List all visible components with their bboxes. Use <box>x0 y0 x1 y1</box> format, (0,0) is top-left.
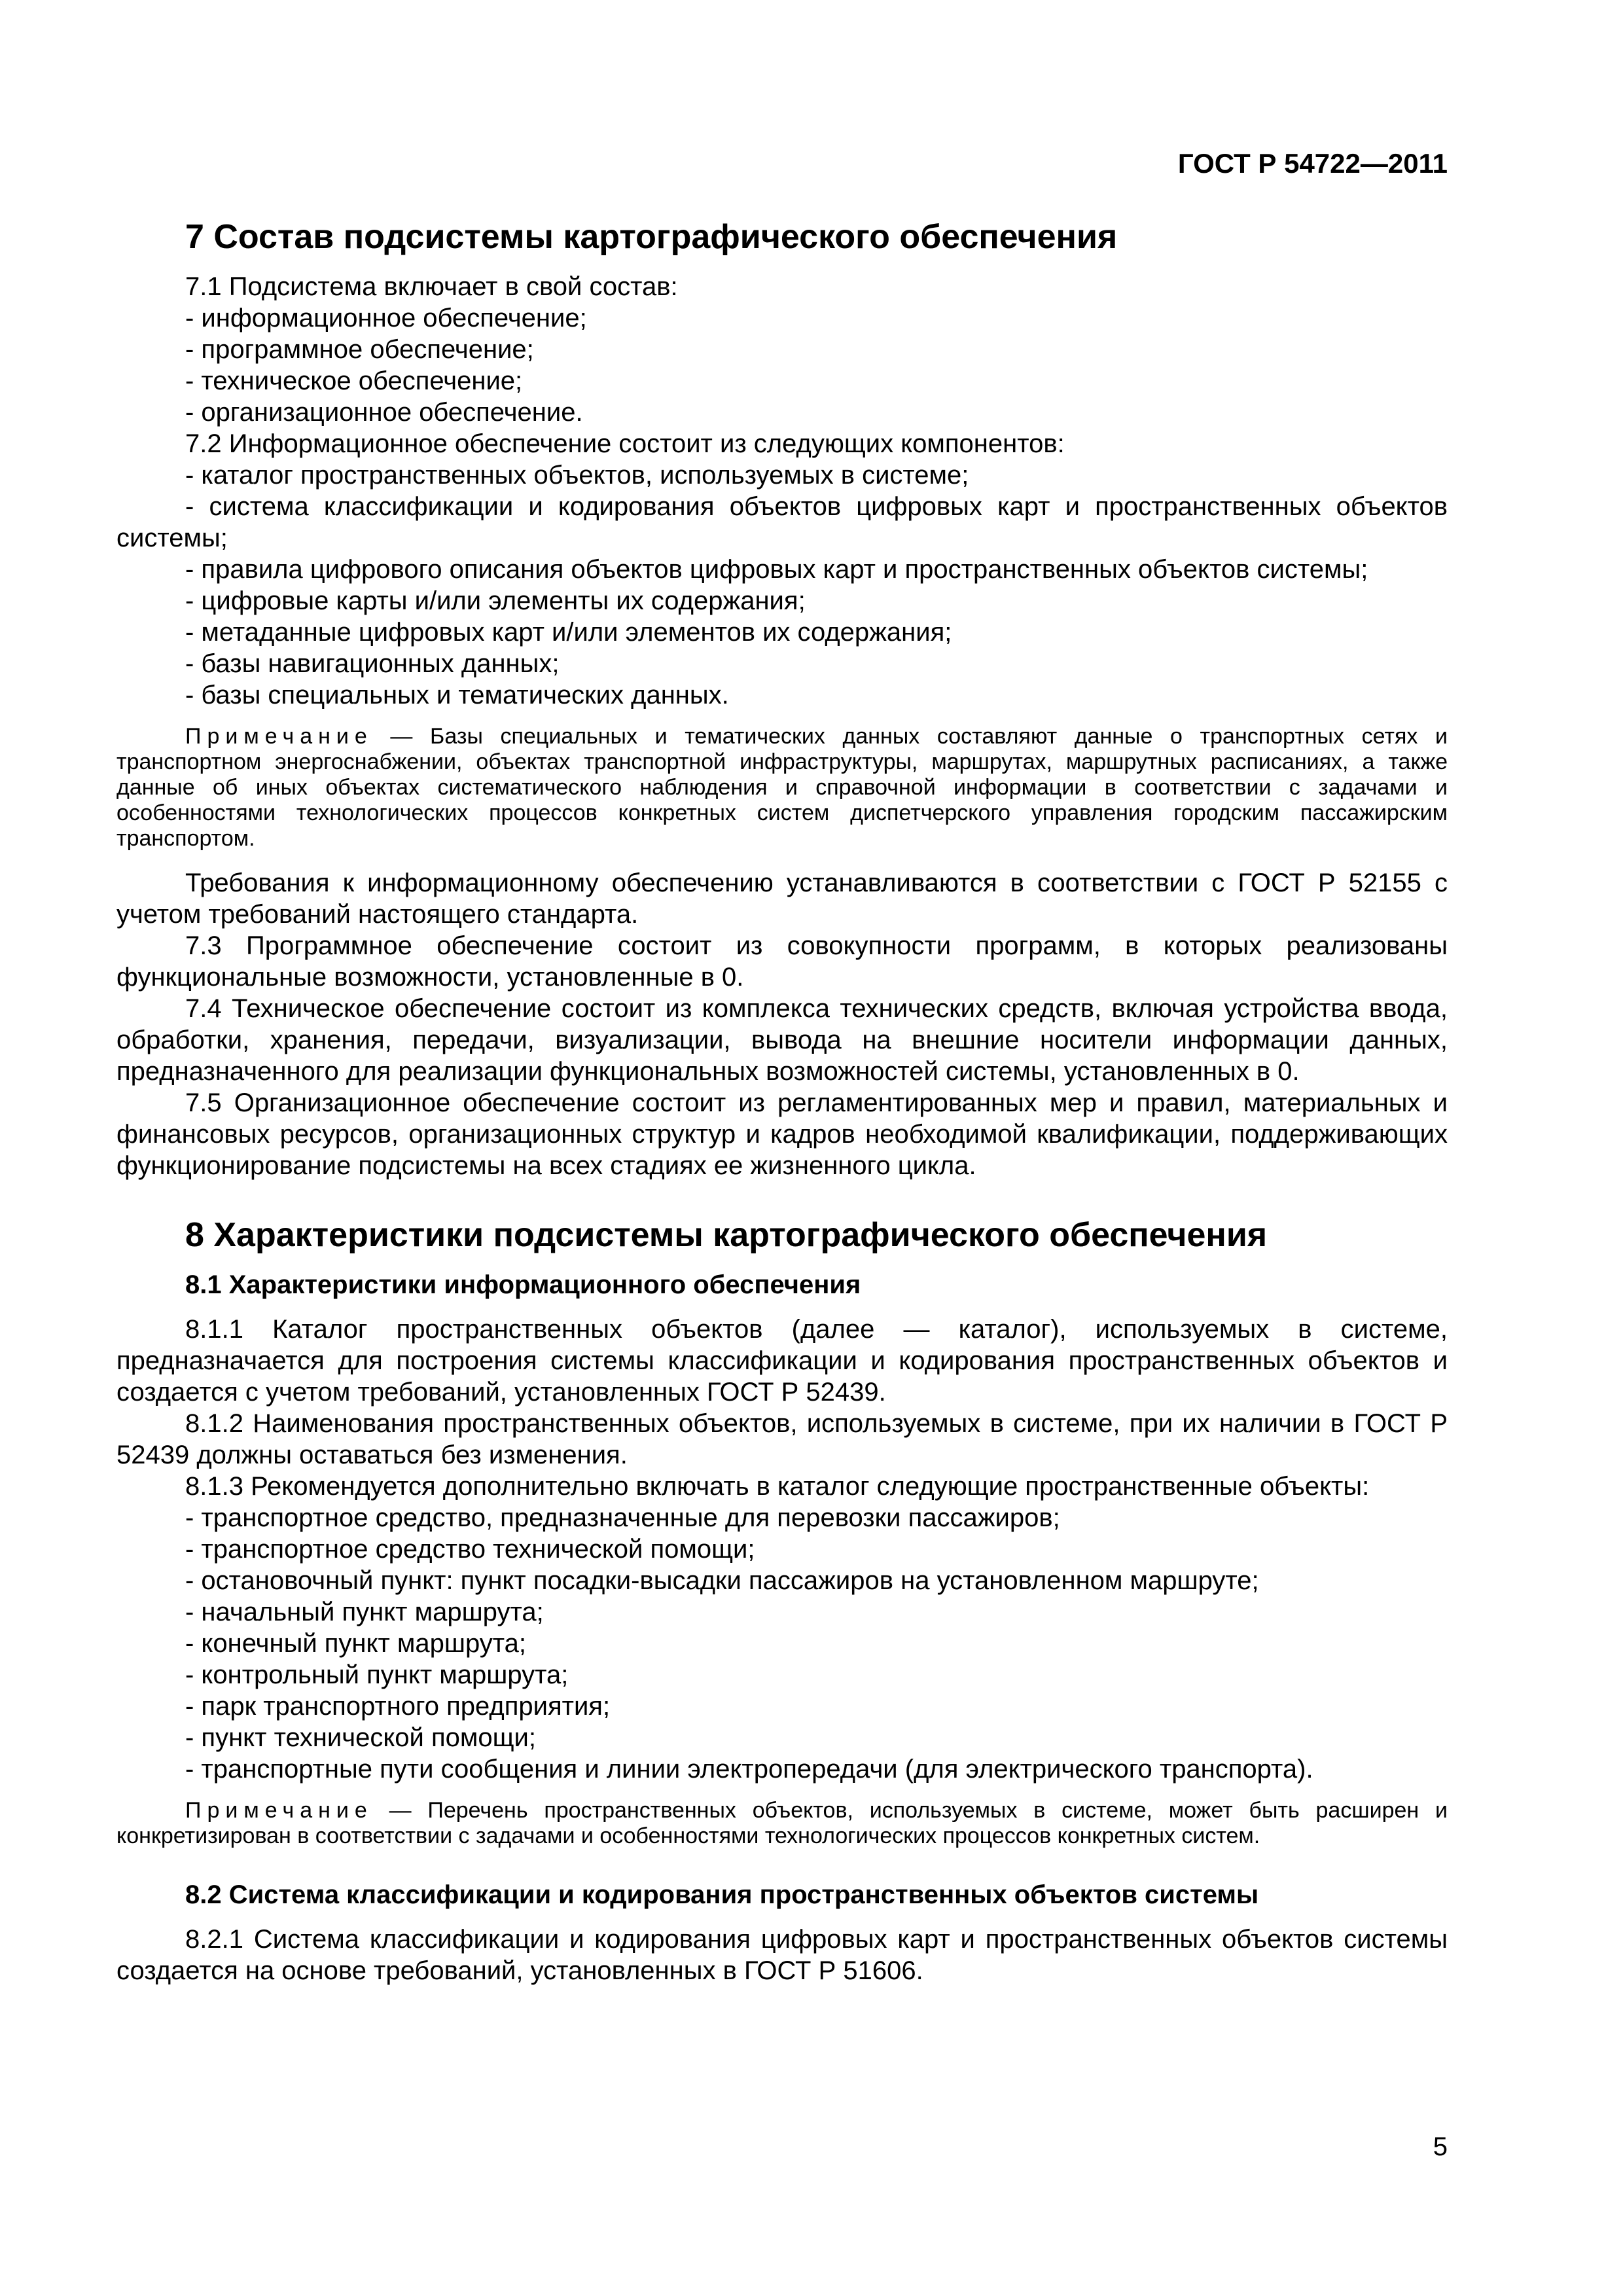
list-item: - программное обеспечение; <box>185 335 534 364</box>
note-label: Примечание <box>185 1798 373 1823</box>
list-item: - организационное обеспечение. <box>185 398 583 427</box>
note-label: Примечание <box>185 724 373 749</box>
subsection-8-1-title: 8.1 Характеристики информационного обеспечения <box>185 1270 861 1299</box>
list-item: - транспортные пути сообщения и линии электропередачи (для электрического транспорта). <box>185 1755 1313 1784</box>
note-8 <box>116 1798 1448 1849</box>
note-7 <box>116 724 1448 852</box>
list-item: - правила цифрового описания объектов цифровых карт и пространственных объектов системы; <box>185 555 1368 584</box>
list-item: - базы навигационных данных; <box>185 649 560 678</box>
list-7-1 <box>116 302 1448 428</box>
paragraph-8-2-1: 8.2.1 Система классификации и кодирования цифровых карт и пространственных объектов системы создается на основе требований, установленных в ГОСТ Р 51606. <box>116 1925 1448 1985</box>
paragraph-requirements: Требования к информационному обеспечению устанавливаются в соответствии с ГОСТ Р 52155 с учетом требований настоящего стандарта. <box>116 869 1448 929</box>
list-item: - система классификации и кодирования объектов цифровых карт и пространственных объектов системы; <box>116 492 1448 552</box>
list-item: - транспортное средство технической помощи; <box>185 1535 755 1564</box>
list-item: - базы специальных и тематических данных. <box>185 681 729 709</box>
paragraph-7-2: 7.2 Информационное обеспечение состоит из следующих компонентов: <box>185 429 1065 458</box>
paragraph-8-1-2: 8.1.2 Наименования пространственных объектов, используемых в системе, при их наличии в ГОСТ Р 52439 должны оставаться без изменения. <box>116 1409 1448 1469</box>
paragraph-7-5: 7.5 Организационное обеспечение состоит из регламентированных мер и правил, материальных и финансовых ресурсов, организационных структур и кадров необходимой квалификации, поддерживающих функционирование подсистемы на всех стадиях ее жизненного цикла. <box>116 1088 1448 1180</box>
subsection-8-2-title: 8.2 Система классификации и кодирования пространственных объектов системы <box>185 1880 1259 1909</box>
list-item: - начальный пункт маршрута; <box>185 1598 544 1626</box>
list-item: - информационное обеспечение; <box>185 304 587 332</box>
list-item: - контрольный пункт маршрута; <box>185 1660 569 1689</box>
list-item: - остановочный пункт: пункт посадки-высадки пассажиров на установленном маршруте; <box>185 1566 1259 1595</box>
page-content <box>116 216 1448 1986</box>
page-number: 5 <box>1433 2132 1448 2161</box>
note-text: — Перечень пространственных объектов, используемых в системе, может быть расширен и конкретизирован в соответствии с задачами и особенностями технологических процессов конкретных систем. <box>116 1798 1448 1848</box>
list-item: - пункт технической помощи; <box>185 1723 536 1752</box>
list-item: - техническое обеспечение; <box>185 367 523 395</box>
paragraph-8-1-1: 8.1.1 Каталог пространственных объектов (далее — каталог), используемых в системе, предназначается для построения системы классификации и кодирования пространственных объектов и создается с учетом требований, установленных ГОСТ Р 52439. <box>116 1315 1448 1407</box>
list-item: - конечный пункт маршрута; <box>185 1629 527 1658</box>
section-8-title: 8 Характеристики подсистемы картографического обеспечения <box>185 1216 1268 1254</box>
note-text: — Базы специальных и тематических данных составляют данные о транспортных сетях и транспортном энергоснабжении, объектах транспортной инфраструктуры, маршрутах, маршрутных расписаниях, а также данные об иных объектах систематического наблюдения и справочной информации в соответствии с задачами и особенностями технологических процессов конкретных систем диспетчерского управления городским пассажирским транспортом. <box>116 724 1448 851</box>
section-7-title: 7 Состав подсистемы картографического обеспечения <box>185 218 1118 256</box>
paragraph-7-4: 7.4 Техническое обеспечение состоит из комплекса технических средств, включая устройства ввода, обработки, хранения, передачи, визуализации, вывода на внешние носители информации данных, предназначенного для реализации функциональных возможностей системы, установленных в 0. <box>116 994 1448 1086</box>
list-7-2 <box>116 459 1448 711</box>
document-code-header: ГОСТ Р 54722—2011 <box>1177 148 1448 179</box>
list-8-1-3 <box>116 1502 1448 1785</box>
list-item: - цифровые карты и/или элементы их содержания; <box>185 586 806 615</box>
paragraph-7-1: 7.1 Подсистема включает в свой состав: <box>185 272 678 301</box>
list-item: - каталог пространственных объектов, используемых в системе; <box>185 461 969 490</box>
paragraph-8-1-3: 8.1.3 Рекомендуется дополнительно включать в каталог следующие пространственные объекты: <box>185 1472 1370 1501</box>
list-item: - парк транспортного предприятия; <box>185 1692 611 1721</box>
paragraph-7-3: 7.3 Программное обеспечение состоит из совокупности программ, в которых реализованы функциональные возможности, установленные в 0. <box>116 931 1448 992</box>
list-item: - метаданные цифровых карт и/или элементов их содержания; <box>185 618 952 647</box>
list-item: - транспортное средство, предназначенные для перевозки пассажиров; <box>185 1503 1060 1532</box>
